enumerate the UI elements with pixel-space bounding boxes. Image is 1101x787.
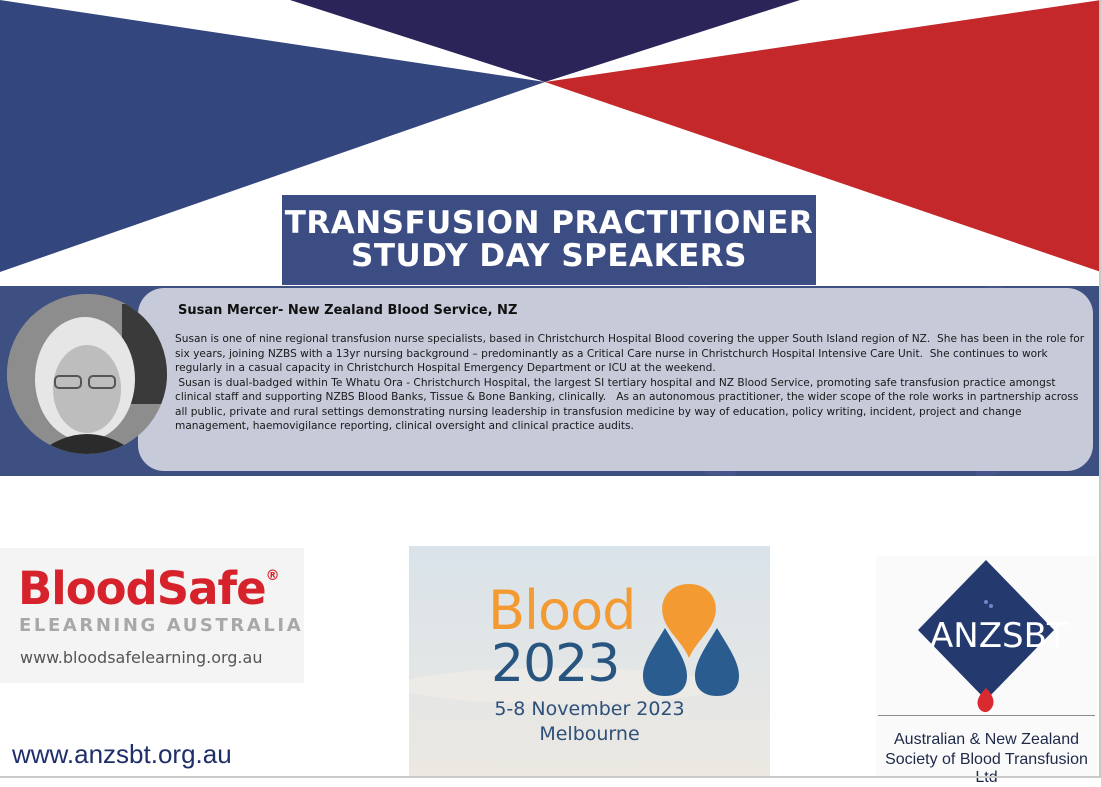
page-title — [282, 195, 816, 285]
speaker-photo — [7, 294, 167, 454]
speaker-portrait-icon — [7, 294, 167, 454]
anzsbt-mark: ANZSBT — [930, 616, 1068, 656]
speaker-name: Susan Mercer- New Zealand Blood Service, NZ — [178, 303, 518, 318]
bloodsafe-title: BloodSafe® — [18, 562, 279, 615]
website-link[interactable]: www.anzsbt.org.au — [12, 739, 232, 769]
event-dates: 5-8 November 2023 — [494, 698, 685, 720]
anzsbt-name-line-2: Society of Blood Transfusion — [885, 751, 1088, 768]
title-line-2: STUDY DAY SPEAKERS — [351, 238, 747, 274]
blood-drops-icon — [637, 576, 747, 698]
blood-word: Blood — [488, 579, 636, 642]
blood-2023-logo — [409, 546, 770, 778]
event-city: Melbourne — [539, 723, 640, 745]
speaker-bio — [175, 332, 1087, 434]
registered-mark: ® — [265, 568, 279, 584]
bio-paragraph-1: Susan is one of nine regional transfusion nurse specialists, based in Christchurch Hospital Blood covering the upper South Island region of NZ. She has been in the role for six years, joining NZBS with a 13yr nursing background – predominantly as a Critical Care nurse in Christchurch Hospital Intensive Care Unit. She continues to work regularly in a casual capacity in Christchurch Hospital Emergency Department or ICU at the weekend. — [175, 333, 1088, 374]
anzsbt-logo — [876, 556, 1097, 776]
bloodsafe-logo — [0, 548, 304, 683]
blood-year: 2023 — [491, 634, 620, 694]
bloodsafe-url: www.bloodsafelearning.org.au — [20, 648, 263, 667]
title-line-1: TRANSFUSION PRACTITIONER — [284, 205, 814, 241]
anzsbt-name-line-1: Australian & New Zealand — [894, 731, 1079, 748]
bio-paragraph-2: Susan is dual-badged within Te Whatu Ora - Christchurch Hospital, the largest SI tertiary hospital and NZ Blood Service, promoting safe transfusion practice amongst clinical staff and supporting NZBS Blood Banks, Tissue & Bone Banking, clinically. As an autonomous practitioner, the wider scope of the role works in partnership across all public, private and rural settings demonstrating nursing leadership in transfusion medicine by way of education, policy writing, incident, project and change management, haemovigilance reporting, clinical oversight and clinical practice audits. — [175, 376, 1082, 432]
bloodsafe-subtitle: ELEARNING AUSTRALIA — [19, 615, 304, 636]
